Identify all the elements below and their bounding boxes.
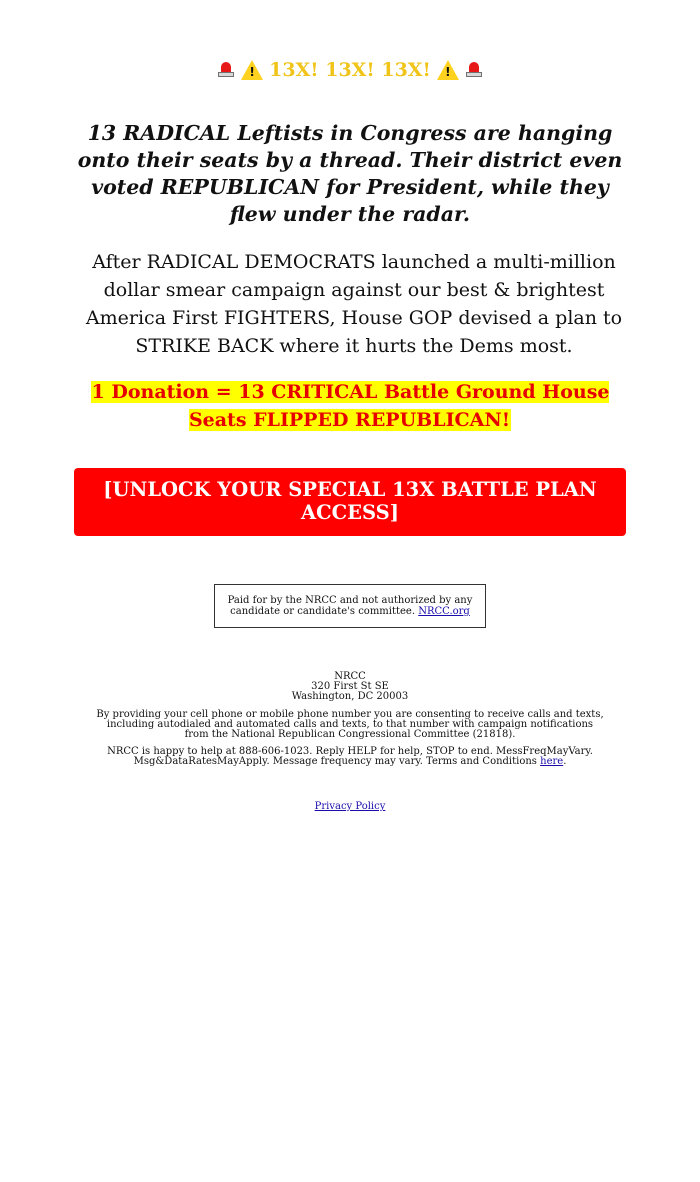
- highlight-text: 1 Donation = 13 CRITICAL Battle Ground House Seats FLIPPED REPUBLICAN!: [91, 381, 610, 431]
- header-text: 13X! 13X! 13X!: [269, 59, 431, 81]
- mailing-address: [74, 672, 626, 702]
- consent-text: By providing your cell phone or mobile phone number you are consenting to receive calls and texts, including autodialed and automated calls and texts, to that number with campaign notifications from the National Republican Congressional Committee (21818).: [96, 709, 604, 740]
- terms-link[interactable]: here: [540, 756, 564, 767]
- body-text: After RADICAL DEMOCRATS launched a multi-million dollar smear campaign against our best & brightest America First FIGHTERS, House GOP devised a plan to STRIKE BACK where it hurts the Dems most.: [85, 251, 623, 357]
- disclaimer-text: Paid for by the NRCC and not authorized by any candidate or candidate's committee.: [227, 595, 473, 617]
- legal-text: [94, 710, 606, 767]
- address-line-3: Washington, DC 20003: [291, 691, 409, 702]
- warning-icon: !: [241, 60, 263, 80]
- header-line: [74, 58, 626, 82]
- paid-for-disclaimer: [214, 584, 486, 628]
- siren-icon: [465, 61, 483, 79]
- email-body: [74, 58, 626, 813]
- highlighted-callout: [74, 378, 626, 434]
- address-line-1: NRCC: [334, 671, 366, 682]
- nrcc-link[interactable]: NRCC.org: [418, 606, 470, 617]
- help-end: .: [563, 756, 567, 767]
- siren-icon: [217, 61, 235, 79]
- help-text: [94, 747, 606, 767]
- privacy-footer: [74, 801, 626, 813]
- help-copy: NRCC is happy to help at 888-606-1023. Reply HELP for help, STOP to end. MessFreqMayVary. Msg&DataRatesMayApply. Message frequency may vary. Terms and Conditions: [107, 746, 593, 767]
- unlock-battle-plan-button[interactable]: [UNLOCK YOUR SPECIAL 13X BATTLE PLAN ACCESS]: [74, 468, 626, 536]
- address-line-2: 320 First St SE: [311, 681, 389, 692]
- privacy-policy-link[interactable]: Privacy Policy: [314, 801, 386, 812]
- warning-icon: !: [437, 60, 459, 80]
- headline: 13 RADICAL Leftists in Congress are hanging onto their seats by a thread. Their district even voted REPUBLICAN for President, while they flew under the radar.: [77, 121, 623, 226]
